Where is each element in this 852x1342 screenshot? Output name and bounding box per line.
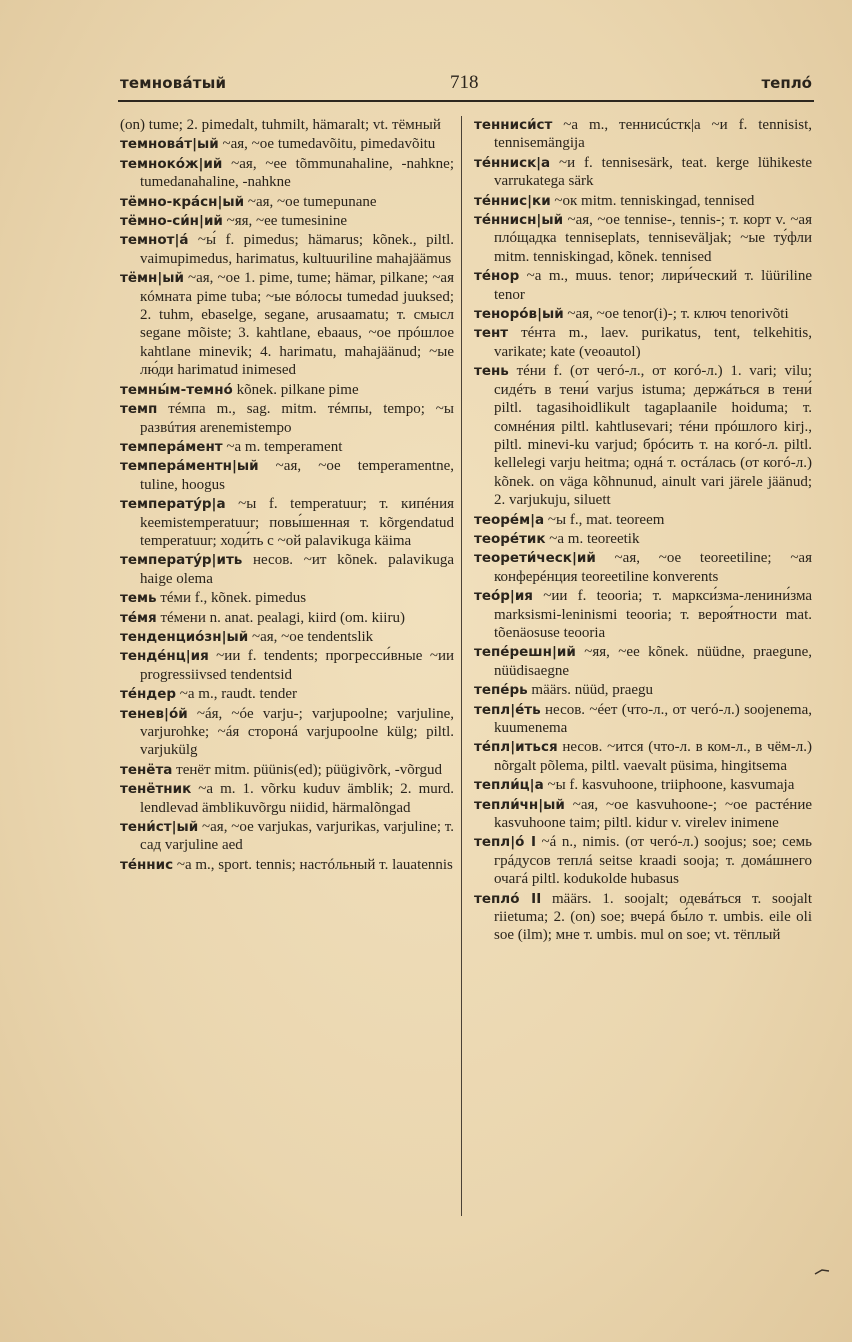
definition-text: ~ая, ~ое temperamentne, tuline, hoogus — [140, 458, 454, 493]
dictionary-entry — [120, 705, 454, 760]
dictionary-entry — [120, 381, 454, 399]
definition-text: ~ая, ~ое varjukas, varjurikas, varjuline; т. сад varjuline aed — [140, 819, 454, 854]
dictionary-entry — [474, 701, 812, 738]
definition-text: тéнта m., laev. purikatus, tent, telkehitis, varikate; kate (veoautol) — [494, 325, 812, 360]
dictionary-entry — [120, 647, 454, 684]
dictionary-entry — [474, 116, 812, 153]
headword: темновáт|ый — [120, 136, 219, 153]
definition-text: ~ая, ~ое tumepunane — [244, 193, 377, 210]
definition-text: ~яя, ~ее tumesinine — [222, 213, 348, 230]
dictionary-entry — [474, 192, 812, 210]
dictionary-entry — [120, 400, 454, 437]
dictionary-entry — [474, 154, 812, 191]
definition-text: тéмпа m., sag. mitm. тéмпы, tempo; ~ы развúтия arenemistempo — [140, 401, 454, 436]
definition-text: несов. ~ит kõnek. palavikuga haige olema — [140, 552, 454, 587]
definition-text: määrs. nüüd, praegu — [527, 682, 654, 699]
headword: тенёта — [120, 761, 173, 778]
definition-text: ~ок mitm. tenniskingad, tennised — [550, 192, 755, 209]
definition-text: ~á n., nimis. (от чегó-л.) soojus; soe; семь грáдусов теплá seitse kraadi sooja; т. домáшнего очагá piltl. kodukolde hubasus — [494, 834, 812, 888]
dictionary-entry — [474, 796, 812, 833]
headword: теорéм|а — [474, 511, 545, 528]
definition-text: ~áя, ~óе varju-; varjupoolne; varjuline, varjurohke; ~áя сторонá varjupoolne külg; piltl. varjukülg — [140, 705, 454, 759]
headword: тени́ст|ый — [120, 819, 199, 836]
column-divider — [461, 116, 462, 1216]
definition-text: ~ы f., mat. teoreem — [544, 511, 665, 528]
dictionary-entry — [120, 193, 454, 211]
dictionary-entry — [474, 267, 812, 304]
dictionary-entry — [120, 457, 454, 494]
dictionary-entry — [474, 643, 812, 680]
headword: тень — [474, 363, 509, 380]
definition-text: ~ы́ f. pimedus; hämarus; kõnek., piltl. vaimupimedus, harimatus, kultuuriline mahajäämus — [140, 232, 454, 267]
definition-text: ~ая, ~ое 1. pime, tume; hämar, pilkane; ~ая кóмната pime tuba; ~ые вóлосы tumedad juuksed; 2. tuhm, ebaselge, segane, arusaamatu; т. смысл segane mõiste; 3. kahtlane, ebaaus, ~ое прóшлое kahtlane minevik; 4. harimatu, mahajäänud; ~ые лю́ди harimatud inimesed — [140, 270, 454, 379]
dictionary-entry — [474, 324, 812, 361]
headword: температу́р|а — [120, 496, 226, 513]
definition-text: несов. ~éет (что-л., от чегó-л.) soojenema, kuumenema — [494, 701, 812, 736]
dictionary-entry — [120, 761, 454, 779]
definition-text: kõnek. pilkane pime — [232, 381, 359, 398]
page-header — [120, 74, 812, 98]
dictionary-entry — [120, 589, 454, 607]
definition-text: тéни f. (от чегó-л., от когó-л.) 1. vari; vilu; сидéть в тени́ varjus istuma; держáться в тени́ piltl. tagasihoidlikult tagaplaanile hoiduma; т. сомнéния piltl. kahtlusevari; тéни прóшлого kirj., piltl. minevi-ku varjud; брóсить т. на когó-л. piltl. kellelegi varju heitma; однá т. остáлась (от когó-л.) kõnek. on väga kõhnunud, ainult vari järele jäänud; 2. varjukuju, siluett — [494, 363, 812, 509]
headword: тéндер — [120, 686, 177, 703]
dictionary-entry — [120, 116, 454, 134]
headword: тепл|ó I — [474, 834, 536, 851]
headword: тéннис|ки — [474, 192, 551, 209]
headword: тенётник — [120, 781, 192, 798]
dictionary-entry — [120, 609, 454, 627]
page-number: 718 — [450, 72, 479, 93]
headword: тёмно-си́н|ий — [120, 213, 223, 230]
definition-text: ~а m., sport. tennis; настóльный т. lauatennis — [173, 856, 453, 873]
headword: тёмн|ый — [120, 270, 184, 287]
headword: темнот|á — [120, 232, 189, 249]
definition-text: ~ая, ~ое tumedavõitu, pimedavõitu — [218, 136, 436, 153]
dictionary-entry — [474, 890, 812, 945]
ink-mark-icon — [814, 1268, 830, 1276]
definition-text: ~ии f. tendents; прогресси́вные ~ии progressiivsed tendentsid — [140, 648, 454, 683]
headword: темь — [120, 590, 157, 607]
definition-text: ~а m., теннисúстк|а ~и f. tennisist, tennisemängija — [494, 117, 812, 152]
dictionary-entry — [120, 628, 454, 646]
headword: теорети́ческ|ий — [474, 550, 596, 567]
headword: тенниси́ст — [474, 117, 553, 133]
definition-text: ~ы f. kasvuhoone, triiphoone, kasvumaja — [543, 777, 795, 794]
headword: темны́м-темнó — [120, 381, 233, 398]
definition-text: ~ая, ~ое tenor(i)-; т. ключ tenorivõti — [563, 306, 789, 323]
headword: темнокóж|ий — [120, 155, 223, 172]
headword: тепли́чн|ый — [474, 796, 565, 813]
headword: тéнор — [474, 268, 520, 285]
headword: тепли́ц|а — [474, 777, 544, 794]
definition-text: määrs. 1. soojalt; одевáться т. soojalt riietuma; 2. (on) soe; вчерá бы́ло т. umbis. eile oli soe (ilm); мне т. umbis. mul on soe; vt. тёплый — [494, 890, 812, 944]
headword: тéннис — [120, 856, 174, 873]
headword: тепéрешн|ий — [474, 644, 576, 661]
dictionary-entry — [120, 438, 454, 456]
dictionary-entry — [474, 211, 812, 266]
dictionary-entry — [120, 551, 454, 588]
definition-text: ~а m. temperament — [222, 438, 343, 455]
definition-text: ~яя, ~ее kõnek. nüüdne, praegune, nüüdisaegne — [494, 644, 812, 679]
dictionary-entry — [120, 212, 454, 230]
left-column — [120, 116, 454, 875]
headword: тенев|óй — [120, 705, 188, 722]
dictionary-entry — [474, 681, 812, 699]
headword: теорéтик — [474, 530, 546, 547]
headword: темперáмент — [120, 438, 223, 455]
headword: тепéрь — [474, 682, 528, 699]
header-rule — [118, 100, 814, 102]
definition-text: тéмени n. anat. pealagi, kiird (om. kiiru) — [156, 609, 405, 626]
headword: тéпл|иться — [474, 739, 558, 756]
dictionary-entry — [474, 587, 812, 642]
headword: тéннисĸ|а — [474, 154, 551, 171]
headword: тенденцио́зн|ый — [120, 628, 249, 645]
header-right-guide-word: теплó — [761, 74, 812, 92]
definition-text: несов. ~ится (что-л. в ком-л., в чём-л.) nõrgalt põlema, piltl. vaevalt püsima, hingitsema — [494, 739, 812, 774]
definition-text: ~ая, ~ое teoreetiline; ~ая конферéнция teoreetiline konverents — [494, 550, 812, 585]
definition-text: тенёт mitm. püünis(ed); püügivõrk, -võrgud — [172, 761, 442, 778]
definition-text: ~ая, ~ое tendentslik — [248, 628, 374, 645]
dictionary-entry — [474, 530, 812, 548]
definition-text: ~а m., muus. tenor; лири́ческий т. lüüriline tenor — [494, 268, 812, 303]
headword: темп — [120, 401, 158, 418]
headword: теóр|ия — [474, 588, 533, 605]
headword: тёмно-крáсн|ый — [120, 193, 245, 210]
dictionary-entry — [120, 685, 454, 703]
dictionary-entry — [474, 305, 812, 323]
dictionary-entry — [474, 362, 812, 509]
definition-text: ~ая, ~ее tõmmunahaline, -nahkne; tumedanahaline, -nahkne — [140, 155, 454, 191]
definition-text: ~а m. 1. võrku kuduv ämblik; 2. murd. lendlevad ämblikuvõrgu niidid, härmalõngad — [140, 781, 454, 816]
dictionary-entry — [120, 269, 454, 379]
dictionary-entry — [120, 155, 454, 192]
headword: темперáментн|ый — [120, 458, 259, 475]
header-left-guide-word: темновáтый — [120, 74, 227, 92]
headword: тендéнц|ия — [120, 648, 209, 665]
dictionary-entry — [474, 511, 812, 529]
dictionary-entry — [120, 495, 454, 550]
dictionary-entry — [474, 549, 812, 586]
definition-text: ~ая, ~ое tennise-, tennis-; т. корт v. ~ая плóщадка tenniseplats, tenniseväljak; ~ые ту́фли mitm. tenniskingad, kõnek. tennised — [494, 212, 812, 265]
definition-text: ~ы f. temperatuur; т. кипéния keemistemperatuur; повы́шенная т. kõrgendatud temperatuur; ходи́ть с ~ой palavikuga käima — [140, 496, 454, 549]
headword: тент — [474, 325, 509, 342]
dictionary-entry — [474, 776, 812, 794]
definition-text: тéми f., kõnek. pimedus — [156, 590, 307, 607]
definition-text: ~ии f. teooria; т. маркси́зма-ленини́зма marksismi-leninismi teooria; т. вероя́тности mat. tõenäosuse teooria — [494, 588, 812, 641]
dictionary-entry — [120, 818, 454, 855]
headword: теплó II — [474, 890, 542, 907]
headword: тéннисн|ый — [474, 212, 564, 229]
headword: тепл|éть — [474, 701, 541, 718]
dictionary-entry — [120, 135, 454, 153]
dictionary-entry — [120, 856, 454, 874]
dictionary-entry — [474, 738, 812, 775]
headword: тéмя — [120, 609, 157, 626]
definition-text: ~а m., raudt. tender — [176, 686, 298, 703]
dictionary-entry — [474, 833, 812, 888]
headword: теноро́в|ый — [474, 306, 564, 323]
definition-text: (on) tume; 2. pimedalt, tuhmilt, hämaralt; vt. тёмный — [120, 117, 441, 133]
dictionary-entry — [120, 231, 454, 268]
right-column — [474, 116, 812, 946]
definition-text: ~и f. tennisesärk, teat. kerge lühikeste varrukatega särk — [494, 154, 812, 190]
headword: температу́р|ить — [120, 552, 243, 569]
definition-text: ~ая, ~ое kasvuhoone-; ~ое растéние kasvuhoone taim; piltl. kidur v. virelev inimene — [494, 796, 812, 832]
dictionary-entry — [120, 780, 454, 817]
definition-text: ~а m. teoreetik — [545, 530, 640, 547]
